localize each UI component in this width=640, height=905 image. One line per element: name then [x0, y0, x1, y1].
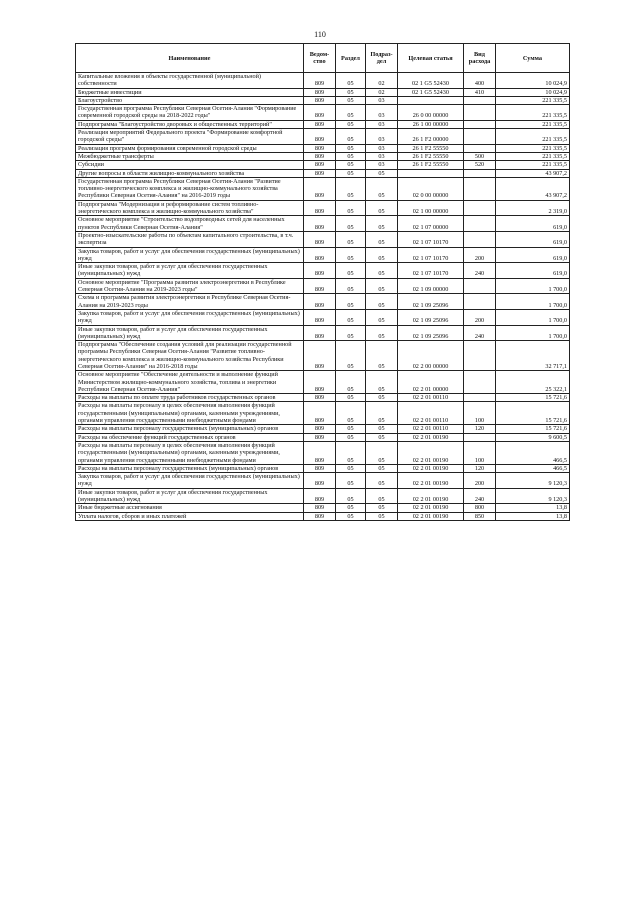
- cell-summa: 221 335,5: [496, 120, 570, 128]
- cell-celevaya: 26 1 F2 00000: [398, 129, 464, 145]
- cell-name: Иные бюджетные ассигнования: [76, 504, 304, 512]
- cell-summa: 9 120,3: [496, 488, 570, 504]
- table-row: [76, 294, 570, 310]
- cell-vid: [464, 341, 496, 371]
- cell-celevaya: 26 1 F2 55550: [398, 144, 464, 152]
- cell-podrazdel: 05: [366, 216, 398, 232]
- cell-podrazdel: 05: [366, 278, 398, 294]
- cell-celevaya: 02 2 01 00190: [398, 512, 464, 520]
- cell-podrazdel: 05: [366, 504, 398, 512]
- cell-name: Основное мероприятие "Обеспечение деятельности и выполнение функций Министерством жилищно-коммунального хозяйства, топлива и энергетики Республики Северная Осетия-Алания": [76, 371, 304, 394]
- cell-summa: 221 335,5: [496, 152, 570, 160]
- cell-name: Подпрограмма "Модернизация и реформирование систем топливно-энергетического комплекса и жилищно-коммунального хозяйства": [76, 200, 304, 216]
- cell-razdel: 05: [336, 96, 366, 104]
- cell-podrazdel: 05: [366, 341, 398, 371]
- cell-name: Иные закупки товаров, работ и услуг для обеспечения государственных (муниципальных) нужд: [76, 263, 304, 279]
- cell-ved: 809: [304, 309, 336, 325]
- cell-name: Расходы на выплаты персоналу в целях обеспечения выполнения функций государственными (муниципальными) органами, казенными учреждениями, органами управления государственными внебюджетными фондами: [76, 402, 304, 425]
- table-row: [76, 488, 570, 504]
- cell-summa: 221 335,5: [496, 96, 570, 104]
- cell-ved: 809: [304, 512, 336, 520]
- cell-celevaya: 02 2 01 00190: [398, 473, 464, 489]
- cell-vid: 200: [464, 247, 496, 263]
- cell-celevaya: 26 0 00 00000: [398, 105, 464, 121]
- cell-razdel: 05: [336, 263, 366, 279]
- cell-razdel: 05: [336, 473, 366, 489]
- cell-podrazdel: 03: [366, 129, 398, 145]
- cell-summa: 15 721,6: [496, 402, 570, 425]
- table-row: [76, 216, 570, 232]
- cell-ved: 809: [304, 402, 336, 425]
- table-row: [76, 88, 570, 96]
- cell-razdel: 05: [336, 144, 366, 152]
- cell-razdel: 05: [336, 504, 366, 512]
- cell-vid: [464, 433, 496, 441]
- cell-ved: 809: [304, 96, 336, 104]
- table-row: [76, 402, 570, 425]
- cell-ved: 809: [304, 152, 336, 160]
- cell-vid: [464, 216, 496, 232]
- cell-vid: [464, 129, 496, 145]
- cell-summa: 15 721,6: [496, 425, 570, 433]
- cell-razdel: 05: [336, 120, 366, 128]
- cell-podrazdel: 05: [366, 473, 398, 489]
- cell-name: Закупка товаров, работ и услуг для обеспечения государственных (муниципальных) нужд: [76, 309, 304, 325]
- cell-razdel: 05: [336, 88, 366, 96]
- cell-celevaya: 02 2 01 00110: [398, 394, 464, 402]
- cell-podrazdel: 05: [366, 247, 398, 263]
- cell-podrazdel: 05: [366, 325, 398, 341]
- cell-summa: 25 322,1: [496, 371, 570, 394]
- cell-ved: 809: [304, 488, 336, 504]
- table-row: [76, 73, 570, 89]
- header-vid: Вид расхода: [464, 44, 496, 73]
- cell-summa: 221 335,5: [496, 129, 570, 145]
- cell-summa: 43 907,2: [496, 177, 570, 200]
- table-row: [76, 433, 570, 441]
- table-row: [76, 278, 570, 294]
- cell-celevaya: 02 2 00 00000: [398, 341, 464, 371]
- cell-celevaya: 02 1 09 25096: [398, 309, 464, 325]
- cell-summa: 1 700,0: [496, 325, 570, 341]
- table-body: [76, 73, 570, 521]
- table-row: [76, 120, 570, 128]
- cell-celevaya: 02 2 01 00190: [398, 464, 464, 472]
- cell-podrazdel: 05: [366, 371, 398, 394]
- cell-name: Реализация мероприятий Федерального проекта "Формирование комфортной городской среды": [76, 129, 304, 145]
- cell-name: Субсидии: [76, 161, 304, 169]
- cell-name: Расходы на выплаты персоналу государственных (муниципальных) органов: [76, 464, 304, 472]
- cell-ved: 809: [304, 88, 336, 96]
- cell-summa: 2 319,0: [496, 200, 570, 216]
- cell-podrazdel: 05: [366, 231, 398, 247]
- cell-ved: 809: [304, 129, 336, 145]
- cell-razdel: 05: [336, 177, 366, 200]
- header-podrazdel: Подраз-дел: [366, 44, 398, 73]
- cell-podrazdel: 03: [366, 105, 398, 121]
- cell-vid: [464, 144, 496, 152]
- cell-razdel: 05: [336, 441, 366, 464]
- cell-vid: 240: [464, 488, 496, 504]
- cell-ved: 809: [304, 441, 336, 464]
- cell-vid: [464, 120, 496, 128]
- cell-summa: 13,8: [496, 512, 570, 520]
- cell-ved: 809: [304, 216, 336, 232]
- cell-name: Благоустройство: [76, 96, 304, 104]
- cell-vid: 240: [464, 263, 496, 279]
- table-row: [76, 425, 570, 433]
- cell-ved: 809: [304, 247, 336, 263]
- cell-name: Подпрограмма "Благоустройство дворовых и общественных территорий": [76, 120, 304, 128]
- cell-razdel: 05: [336, 216, 366, 232]
- cell-celevaya: 02 2 01 00000: [398, 371, 464, 394]
- cell-podrazdel: 05: [366, 425, 398, 433]
- cell-name: Капитальные вложения в объекты государственной (муниципальной) собственности: [76, 73, 304, 89]
- cell-summa: 10 024,9: [496, 88, 570, 96]
- cell-vid: 100: [464, 441, 496, 464]
- cell-razdel: 05: [336, 105, 366, 121]
- cell-razdel: 05: [336, 341, 366, 371]
- cell-podrazdel: 02: [366, 73, 398, 89]
- cell-razdel: 05: [336, 488, 366, 504]
- table-header: [76, 44, 570, 73]
- table-row: [76, 371, 570, 394]
- cell-vid: 410: [464, 88, 496, 96]
- cell-name: Межбюджетные трансферты: [76, 152, 304, 160]
- cell-podrazdel: 05: [366, 309, 398, 325]
- cell-celevaya: 02 2 01 00110: [398, 402, 464, 425]
- table-row: [76, 504, 570, 512]
- table-row: [76, 177, 570, 200]
- cell-name: Уплата налогов, сборов и иных платежей: [76, 512, 304, 520]
- cell-vid: [464, 278, 496, 294]
- cell-name: Государственная программа Республики Северная Осетия-Алания "Развитие топливно-энергетического комплекса и жилищно-коммунального хозяйства Республики Северная Осетия-Алания" на 2016-2019 годы: [76, 177, 304, 200]
- cell-summa: 10 024,9: [496, 73, 570, 89]
- cell-podrazdel: 05: [366, 200, 398, 216]
- cell-razdel: 05: [336, 161, 366, 169]
- cell-vid: [464, 105, 496, 121]
- header-summa: Сумма: [496, 44, 570, 73]
- cell-summa: 619,0: [496, 231, 570, 247]
- cell-celevaya: 02 1 G5 52430: [398, 73, 464, 89]
- cell-razdel: 05: [336, 231, 366, 247]
- table-row: [76, 169, 570, 177]
- cell-ved: 809: [304, 177, 336, 200]
- cell-celevaya: 02 1 07 10170: [398, 247, 464, 263]
- cell-razdel: 05: [336, 152, 366, 160]
- cell-celevaya: 02 1 07 10170: [398, 263, 464, 279]
- cell-celevaya: 02 1 07 10170: [398, 231, 464, 247]
- cell-podrazdel: 05: [366, 441, 398, 464]
- cell-celevaya: 02 2 01 00110: [398, 425, 464, 433]
- cell-summa: 43 907,2: [496, 169, 570, 177]
- cell-celevaya: 26 1 F2 55550: [398, 152, 464, 160]
- cell-podrazdel: 05: [366, 433, 398, 441]
- cell-name: Расходы на обеспечение функций государственных органов: [76, 433, 304, 441]
- cell-name: Иные закупки товаров, работ и услуг для обеспечения государственных (муниципальных) нужд: [76, 325, 304, 341]
- cell-razdel: 05: [336, 200, 366, 216]
- cell-vid: 800: [464, 504, 496, 512]
- cell-podrazdel: 05: [366, 263, 398, 279]
- cell-podrazdel: 05: [366, 394, 398, 402]
- cell-vid: 100: [464, 402, 496, 425]
- cell-razdel: 05: [336, 325, 366, 341]
- table-row: [76, 152, 570, 160]
- cell-summa: 9 600,5: [496, 433, 570, 441]
- cell-vid: [464, 294, 496, 310]
- cell-celevaya: 02 1 09 25096: [398, 325, 464, 341]
- cell-vid: 500: [464, 152, 496, 160]
- cell-name: Схема и программа развития электроэнергетики в Республике Северная Осетия-Алания на 2019-2023 годы: [76, 294, 304, 310]
- cell-ved: 809: [304, 433, 336, 441]
- cell-razdel: 05: [336, 371, 366, 394]
- cell-ved: 809: [304, 294, 336, 310]
- cell-vid: 240: [464, 325, 496, 341]
- cell-name: Закупка товаров, работ и услуг для обеспечения государственных (муниципальных) нужд: [76, 247, 304, 263]
- cell-vid: [464, 394, 496, 402]
- table-row: [76, 144, 570, 152]
- cell-razdel: 05: [336, 73, 366, 89]
- cell-razdel: 05: [336, 433, 366, 441]
- cell-vid: 120: [464, 425, 496, 433]
- cell-vid: 850: [464, 512, 496, 520]
- table-row: [76, 263, 570, 279]
- cell-podrazdel: 02: [366, 88, 398, 96]
- page-number: 110: [314, 30, 326, 39]
- cell-name: Расходы на выплаты персоналу государственных (муниципальных) органов: [76, 425, 304, 433]
- cell-razdel: 05: [336, 278, 366, 294]
- cell-vid: 120: [464, 464, 496, 472]
- cell-summa: 619,0: [496, 247, 570, 263]
- cell-razdel: 05: [336, 294, 366, 310]
- cell-podrazdel: 03: [366, 144, 398, 152]
- cell-name: Государственная программа Республики Северная Осетия-Алания "Формирование современной городской среды на 2018-2022 годы": [76, 105, 304, 121]
- cell-vid: 400: [464, 73, 496, 89]
- cell-ved: 809: [304, 73, 336, 89]
- cell-name: Бюджетные инвестиции: [76, 88, 304, 96]
- cell-ved: 809: [304, 504, 336, 512]
- cell-name: Иные закупки товаров, работ и услуг для обеспечения государственных (муниципальных) нужд: [76, 488, 304, 504]
- cell-ved: 809: [304, 473, 336, 489]
- cell-vid: 200: [464, 473, 496, 489]
- cell-summa: 15 721,6: [496, 394, 570, 402]
- table-row: [76, 473, 570, 489]
- table-row: [76, 231, 570, 247]
- cell-ved: 809: [304, 278, 336, 294]
- cell-podrazdel: 05: [366, 488, 398, 504]
- cell-ved: 809: [304, 371, 336, 394]
- cell-vid: 520: [464, 161, 496, 169]
- cell-ved: 809: [304, 161, 336, 169]
- cell-celevaya: 02 1 07 00000: [398, 216, 464, 232]
- cell-razdel: 05: [336, 464, 366, 472]
- cell-celevaya: 02 2 01 00190: [398, 441, 464, 464]
- table-row: [76, 394, 570, 402]
- cell-name: Реализация программ формирования современной городской среды: [76, 144, 304, 152]
- header-name: Наименование: [76, 44, 304, 73]
- cell-ved: 809: [304, 464, 336, 472]
- cell-summa: 466,5: [496, 464, 570, 472]
- cell-celevaya: 02 0 00 00000: [398, 177, 464, 200]
- cell-celevaya: 02 1 00 00000: [398, 200, 464, 216]
- cell-podrazdel: 03: [366, 161, 398, 169]
- cell-razdel: 05: [336, 512, 366, 520]
- cell-celevaya: [398, 169, 464, 177]
- cell-vid: [464, 169, 496, 177]
- table-row: [76, 247, 570, 263]
- cell-summa: 1 700,0: [496, 294, 570, 310]
- cell-podrazdel: 05: [366, 464, 398, 472]
- cell-ved: 809: [304, 231, 336, 247]
- cell-celevaya: 02 2 01 00190: [398, 488, 464, 504]
- cell-celevaya: [398, 96, 464, 104]
- cell-podrazdel: 03: [366, 120, 398, 128]
- cell-summa: 9 120,3: [496, 473, 570, 489]
- cell-ved: 809: [304, 325, 336, 341]
- cell-razdel: 05: [336, 169, 366, 177]
- table-row: [76, 464, 570, 472]
- cell-ved: 809: [304, 120, 336, 128]
- cell-summa: 13,8: [496, 504, 570, 512]
- cell-summa: 466,5: [496, 441, 570, 464]
- cell-razdel: 05: [336, 394, 366, 402]
- cell-razdel: 05: [336, 425, 366, 433]
- cell-vid: [464, 96, 496, 104]
- cell-ved: 809: [304, 105, 336, 121]
- cell-razdel: 05: [336, 402, 366, 425]
- cell-celevaya: 02 1 G5 52430: [398, 88, 464, 96]
- cell-podrazdel: 03: [366, 152, 398, 160]
- table-row: [76, 105, 570, 121]
- cell-celevaya: 02 2 01 00190: [398, 504, 464, 512]
- cell-podrazdel: 03: [366, 96, 398, 104]
- table-row: [76, 341, 570, 371]
- cell-summa: 32 717,1: [496, 341, 570, 371]
- header-celevaya: Целевая статья: [398, 44, 464, 73]
- cell-celevaya: 02 2 01 00190: [398, 433, 464, 441]
- cell-name: Проектно-изыскательские работы по объектам капитального строительства, в т.ч. экспертиза: [76, 231, 304, 247]
- cell-summa: 1 700,0: [496, 278, 570, 294]
- table-row: [76, 512, 570, 520]
- cell-ved: 809: [304, 341, 336, 371]
- cell-name: Другие вопросы в области жилищно-коммунального хозяйства: [76, 169, 304, 177]
- cell-celevaya: 26 1 F2 55550: [398, 161, 464, 169]
- table-row: [76, 200, 570, 216]
- table-row: [76, 129, 570, 145]
- cell-summa: 619,0: [496, 263, 570, 279]
- cell-summa: 221 335,5: [496, 105, 570, 121]
- cell-vid: [464, 200, 496, 216]
- cell-podrazdel: 05: [366, 402, 398, 425]
- cell-ved: 809: [304, 394, 336, 402]
- cell-podrazdel: 05: [366, 294, 398, 310]
- header-ved: Ведом-ство: [304, 44, 336, 73]
- cell-name: Закупка товаров, работ и услуг для обеспечения государственных (муниципальных) нужд: [76, 473, 304, 489]
- header-razdel: Раздел: [336, 44, 366, 73]
- cell-ved: 809: [304, 263, 336, 279]
- cell-celevaya: 02 1 09 00000: [398, 278, 464, 294]
- cell-vid: 200: [464, 309, 496, 325]
- cell-ved: 809: [304, 425, 336, 433]
- table-row: [76, 441, 570, 464]
- cell-name: Основное мероприятие "Строительство водопроводных сетей для населенных пунктов Республики Северная Осетия-Алания": [76, 216, 304, 232]
- cell-celevaya: 02 1 09 25096: [398, 294, 464, 310]
- cell-ved: 809: [304, 200, 336, 216]
- cell-vid: [464, 371, 496, 394]
- cell-name: Расходы на выплаты по оплате труда работников государственных органов: [76, 394, 304, 402]
- cell-name: Расходы на выплаты персоналу в целях обеспечения выполнения функций государственными (муниципальными) органами, казенными учреждениями, органами управления государственными внебюджетными фондами: [76, 441, 304, 464]
- cell-podrazdel: 05: [366, 169, 398, 177]
- budget-table: [75, 43, 570, 521]
- cell-vid: [464, 231, 496, 247]
- cell-summa: 221 335,5: [496, 161, 570, 169]
- cell-podrazdel: 05: [366, 177, 398, 200]
- table-row: [76, 309, 570, 325]
- cell-summa: 619,0: [496, 216, 570, 232]
- cell-razdel: 05: [336, 129, 366, 145]
- table-row: [76, 325, 570, 341]
- cell-summa: 1 700,0: [496, 309, 570, 325]
- cell-razdel: 05: [336, 309, 366, 325]
- cell-name: Подпрограмма "Обеспечение создания условий для реализации государственной программы Республики Северная Осетия-Алания "Развитие топливно-энергетического комплекса и жилищно-коммунального хозяйства Республики Северная Осетия-Алания" на 2016-2018 годы: [76, 341, 304, 371]
- table-row: [76, 161, 570, 169]
- cell-ved: 809: [304, 169, 336, 177]
- cell-celevaya: 26 1 00 00000: [398, 120, 464, 128]
- cell-podrazdel: 05: [366, 512, 398, 520]
- table-row: [76, 96, 570, 104]
- cell-ved: 809: [304, 144, 336, 152]
- header-row: [76, 44, 570, 73]
- cell-name: Основное мероприятие "Программа развития электроэнергетики в Республике Северная Осетия-Алания на 2019-2023 годы": [76, 278, 304, 294]
- cell-summa: 221 335,5: [496, 144, 570, 152]
- cell-razdel: 05: [336, 247, 366, 263]
- cell-vid: [464, 177, 496, 200]
